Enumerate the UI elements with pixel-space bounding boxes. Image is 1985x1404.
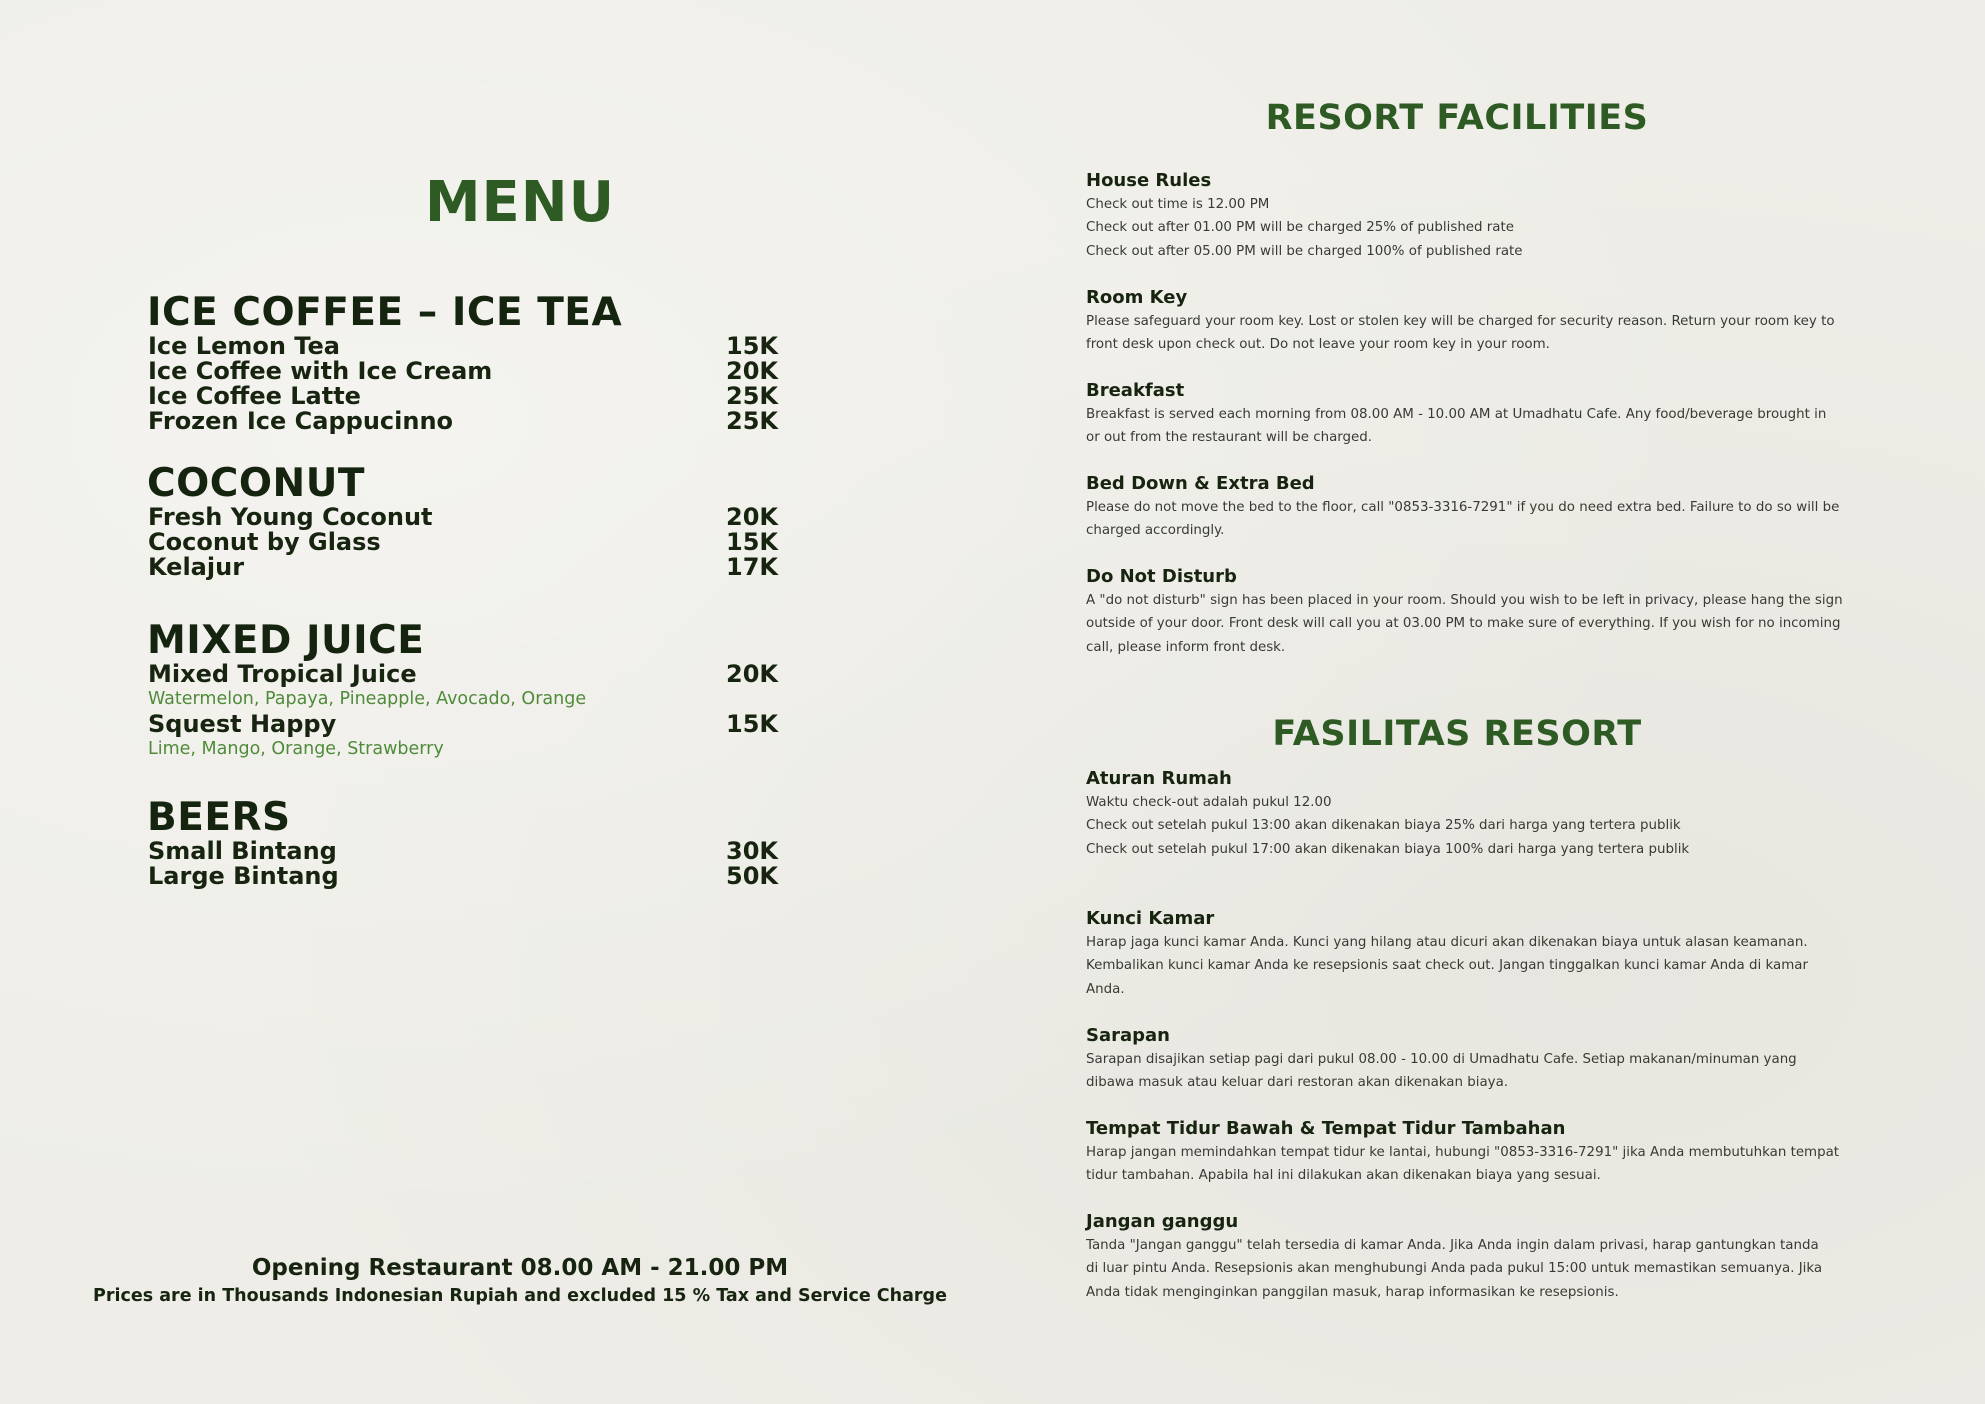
menu-section-ice-coffee-ice-tea (148, 292, 780, 434)
fasilitas-block-jangan-ganggu (1086, 1211, 1886, 1304)
facility-text: Waktu check-out adalah pukul 12.00 (1086, 795, 1332, 810)
item-name: Frozen Ice Cappucinno (148, 407, 454, 435)
facility-text: A "do not disturb" sign has been placed in your room. Should you wish to be left in privacy, please hang the sign (1086, 593, 1843, 608)
facility-text: Check out after 05.00 PM will be charged 100% of published rate (1086, 243, 1523, 259)
facility-block-do-not-disturb (1086, 566, 1886, 659)
item-price: 50K (726, 862, 778, 890)
facility-title: Aturan Rumah (1086, 768, 1232, 789)
menu-item (148, 662, 780, 687)
price-note: Prices are in Thousands Indonesian Rupiah and excluded 15 % Tax and Service Charge (93, 1286, 947, 1306)
menu-section-beers (148, 797, 780, 889)
facility-text: call, please inform front desk. (1086, 639, 1286, 655)
facility-text: outside of your door. Front desk will call you at 03.00 PM to make sure of everything. If you wish for no incoming (1086, 616, 1841, 632)
menu-item (148, 384, 780, 409)
item-name: Mixed Tropical Juice (148, 660, 417, 688)
menu-item (148, 555, 780, 580)
facility-text: Anda tidak menginginkan panggilan masuk, harap informasikan ke resepsionis. (1086, 1284, 1619, 1300)
menu-item (148, 530, 780, 555)
menu-section-mixed-juice (148, 620, 780, 762)
item-name: Coconut by Glass (148, 528, 381, 556)
facility-title: Tempat Tidur Bawah & Tempat Tidur Tambahan (1086, 1118, 1566, 1139)
opening-hours: Opening Restaurant 08.00 AM - 21.00 PM (251, 1255, 789, 1281)
menu-item (148, 334, 780, 359)
item-price: 20K (726, 660, 778, 688)
item-name: Ice Coffee Latte (148, 382, 361, 410)
facility-text: Check out time is 12.00 PM (1086, 197, 1270, 212)
item-description: Lime, Mango, Orange, Strawberry (148, 739, 444, 759)
facility-text: Check out setelah pukul 13:00 akan dikenakan biaya 25% dari harga yang tertera publik (1086, 818, 1681, 834)
item-price: 25K (726, 407, 778, 435)
menu-item (148, 712, 780, 737)
fasilitas-block-tempat-tidur (1086, 1118, 1886, 1188)
item-price: 15K (726, 528, 778, 556)
item-name: Fresh Young Coconut (148, 503, 433, 531)
facility-title: Bed Down & Extra Bed (1086, 473, 1315, 494)
item-price: 20K (726, 503, 778, 531)
menu-item (148, 359, 780, 384)
facility-text: di luar pintu Anda. Resepsionis akan menghubungi Anda pada pukul 15:00 untuk memastikan semuanya. Jika (1086, 1261, 1823, 1277)
facilities-page (992, 0, 1985, 1404)
item-price: 25K (726, 382, 778, 410)
section-title: COCONUT (147, 461, 365, 506)
facility-text: Harap jangan memindahkan tempat tidur ke lantai, hubungi "0853-3316-7291" jika Anda membutuhkan tempat (1086, 1145, 1840, 1160)
facility-text: Breakfast is served each morning from 08.00 AM - 10.00 AM at Umadhatu Cafe. Any food/beverage brought in (1086, 407, 1827, 422)
facility-text: dibawa masuk atau keluar dari restoran akan dikenakan biaya. (1086, 1075, 1509, 1091)
facility-title: Breakfast (1086, 380, 1185, 401)
menu-item (148, 505, 780, 530)
item-name: Ice Lemon Tea (148, 332, 340, 360)
item-price: 15K (726, 710, 778, 738)
fasilitas-block-sarapan (1086, 1025, 1886, 1095)
section-title: BEERS (147, 795, 291, 840)
facility-title: Sarapan (1086, 1025, 1170, 1046)
item-name: Squest Happy (148, 710, 337, 738)
facility-block-bed-down (1086, 473, 1886, 543)
item-name: Large Bintang (148, 862, 339, 890)
facility-text: Anda. (1086, 981, 1125, 997)
item-name: Kelajur (148, 553, 245, 581)
item-price: 15K (726, 332, 778, 360)
facility-title: Do Not Disturb (1086, 566, 1237, 587)
facility-text: or out from the restaurant will be charged. (1086, 430, 1373, 446)
facility-text: Sarapan disajikan setiap pagi dari pukul 08.00 - 10.00 di Umadhatu Cafe. Setiap makanan/minuman yang (1086, 1052, 1797, 1067)
facility-text: front desk upon check out. Do not leave your room key in your room. (1086, 337, 1550, 353)
menu-item (148, 409, 780, 434)
facility-title: Jangan ganggu (1086, 1211, 1239, 1232)
fasilitas-block-kunci-kamar (1086, 908, 1886, 1001)
facility-text: Check out setelah pukul 17:00 akan dikenakan biaya 100% dari harga yang tertera publik (1086, 841, 1690, 857)
facility-text: Tanda "Jangan ganggu" telah tersedia di kamar Anda. Jika Anda ingin dalam privasi, harap gantungkan tanda (1086, 1238, 1819, 1253)
facility-text: Kembalikan kunci kamar Anda ke resepsionis saat check out. Jangan tinggalkan kunci kamar Anda di kamar (1086, 958, 1808, 974)
facility-title: Room Key (1086, 287, 1188, 308)
facilities-title: RESORT FACILITIES (1265, 98, 1649, 138)
section-title: MIXED JUICE (147, 618, 425, 663)
item-price: 30K (726, 837, 778, 865)
facility-text: Harap jaga kunci kamar Anda. Kunci yang hilang atau dicuri akan dikenakan biaya untuk alasan keamanan. (1086, 935, 1808, 950)
facility-text: Check out after 01.00 PM will be charged 25% of published rate (1086, 220, 1514, 236)
facility-text: charged accordingly. (1086, 523, 1225, 539)
facility-text: Please do not move the bed to the floor, call "0853-3316-7291" if you do need extra bed. Failure to do so will be (1086, 500, 1840, 515)
item-name: Ice Coffee with Ice Cream (148, 357, 493, 385)
facility-block-breakfast (1086, 380, 1886, 450)
facility-title: Kunci Kamar (1086, 908, 1215, 929)
menu-page (0, 0, 992, 1404)
facility-text: Please safeguard your room key. Lost or stolen key will be charged for security reason. Return your room key to (1086, 314, 1835, 329)
menu-item (148, 864, 780, 889)
item-price: 17K (726, 553, 778, 581)
menu-item (148, 839, 780, 864)
section-title: ICE COFFEE – ICE TEA (147, 290, 623, 335)
facility-block-room-key (1086, 287, 1886, 357)
facility-title: House Rules (1086, 170, 1212, 191)
facility-block-house-rules (1086, 170, 1886, 263)
item-price: 20K (726, 357, 778, 385)
item-description: Watermelon, Papaya, Pineapple, Avocado, Orange (148, 689, 587, 709)
menu-title: MENU (424, 170, 616, 235)
fasilitas-title: FASILITAS RESORT (1272, 714, 1642, 754)
item-name: Small Bintang (148, 837, 337, 865)
facility-text: tidur tambahan. Apabila hal ini dilakukan akan dikenakan biaya yang sesuai. (1086, 1168, 1601, 1184)
fasilitas-block-aturan-rumah (1086, 768, 1886, 861)
menu-section-coconut (148, 463, 780, 580)
